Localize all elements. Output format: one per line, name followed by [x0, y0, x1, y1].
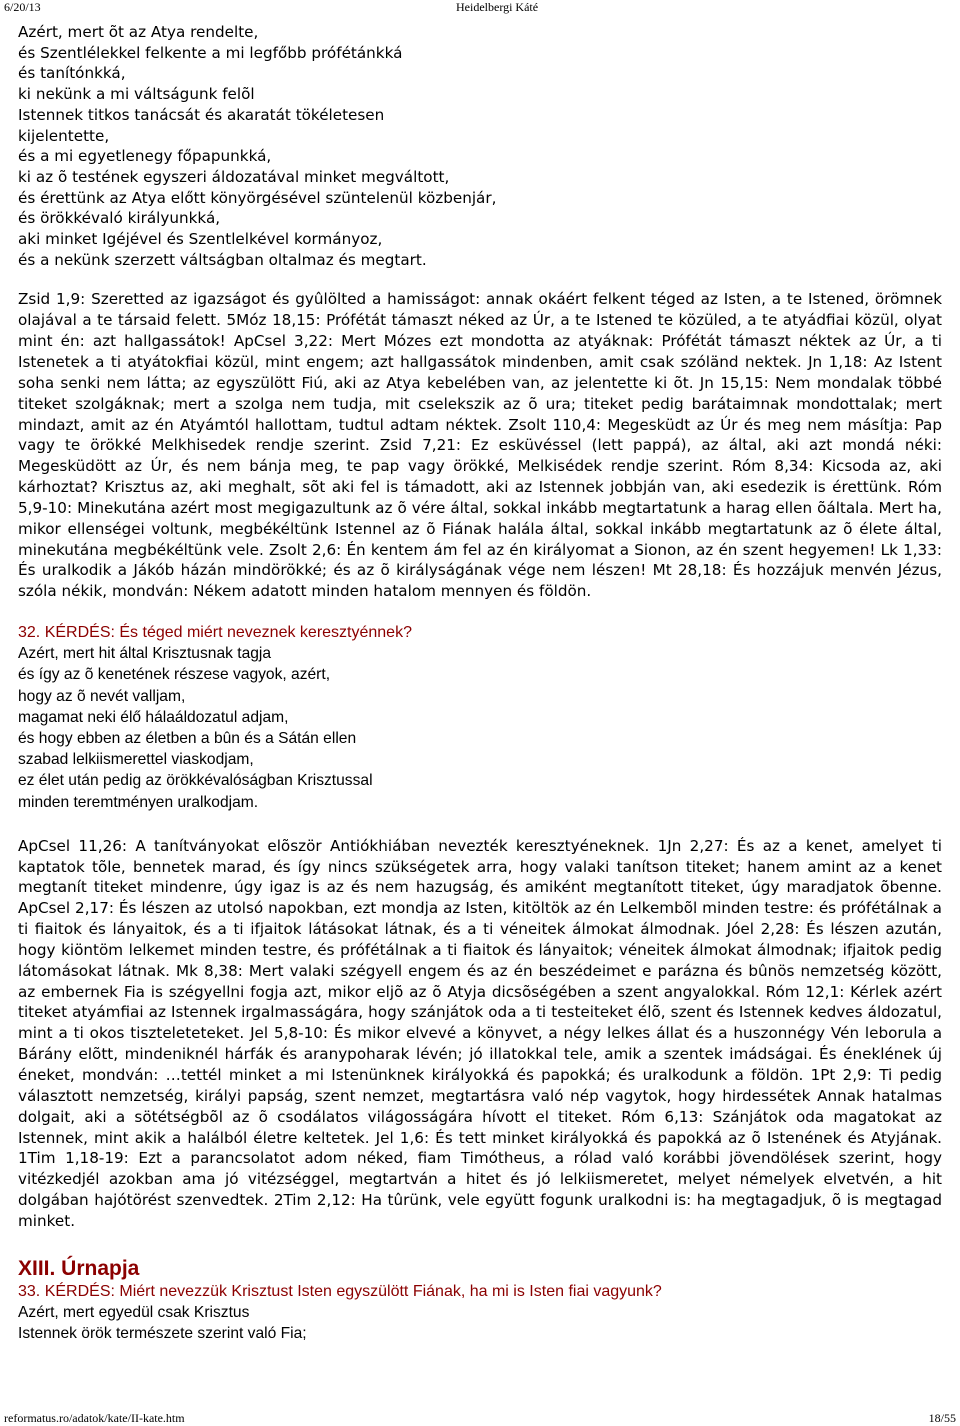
- document-content: [18, 22, 942, 1344]
- answer-line: és örökkévaló királyunkká,: [18, 209, 221, 228]
- answer-line: szabad lelkiismerettel viaskodjam,: [18, 751, 254, 769]
- answer-line: Istennek örök természete szerint való Fia;: [18, 1324, 307, 1342]
- answer-line: ki nekünk a mi váltságunk felõl: [18, 85, 255, 104]
- answer-line: Azért, mert hit által Krisztusnak tagja: [18, 645, 272, 663]
- header-title: Heidelbergi Káté: [456, 0, 539, 14]
- page-number: 18/55: [928, 1411, 956, 1425]
- header-date: 6/20/13: [4, 0, 41, 14]
- answer-line: és Szentlélekkel felkente a mi legfőbb prófétánkká: [18, 43, 403, 62]
- question-32: 32. KÉRDÉS: És téged miért neveznek keresztyénnek?: [18, 624, 412, 642]
- answer-33: [18, 1302, 942, 1344]
- answer-line: és tanítónkká,: [18, 64, 126, 83]
- answer-line: Istennek titkos tanácsát és akaratát tökéletesen: [18, 105, 385, 124]
- answer-line: és így az õ kenetének részese vagyok, azért,: [18, 666, 331, 684]
- answer-line: minden teremtményen uralkodjam.: [18, 793, 259, 811]
- answer-line: és hogy ebben az életben a bûn és a Sátán ellen: [18, 729, 357, 747]
- answer-line: és a nekünk szerzett váltságban oltalmaz és megtart.: [18, 250, 427, 269]
- answer-line: Azért, mert egyedül csak Krisztus: [18, 1303, 250, 1321]
- scripture-references-32: ApCsel 11,26: A tanítványokat elõször Antiókhiában nevezték keresztyéneknek. 1Jn 2,27: És az a kenet, amelyet ti kaptatok tõle, bennetek marad, és így nincs szükségetek arra, hogy valaki tanítson titeket; hanem amint az a kenet megtanít titeket mindenre, úgy igaz is az és nem hazugság, és amiként megtanított titeket, úgy maradjatok õbenne. ApCsel 2,17: És lészen az utolsó napokban, ezt mondja az Isten, kitöltök az én Lelkembõl minden testre: és prófétálnak a ti fiaitok és lányaitok, és a ti ifjaitok látásokat látnak, és a ti véneitek álmokat álmodnak. Jóel 2,28: És lészen azután, hogy kiöntöm lelkemet minden testre, és prófétálnak a ti fiaitok és lányaitok; véneitek álmokat álmodnak; ifjaitok pedig látomásokat látnak. Mk 8,38: Mert valaki szégyell engem és az én beszédeimet e parázna és bûnös nemzetség között, az embernek Fia is szégyellni fogja azt, mikor eljõ az õ Atyja dicsõségében a szent angyalokkal. Róm 12,1: Kérlek azért titeket atyámfiai az Istennek irgalmasságára, hogy szánjátok oda a ti testeiteket élõ, szent és Istennek kedves áldozatul, mint a ti okos tiszteleteteket. Jel 5,8-10: És mikor elvevé a könyvet, a négy lelkes állat és a huszonnégy Vén leborula a Bárány elõtt, mindeniknél hárfák és aranypoharak lévén; jó illatokkal tele, amik a szentek imádságai. És éneklének új éneket, mondván: …tettél minket a mi Istenünknek királyokká és papokká; és uralkodunk a földön. 1Pt 2,9: Ti pedig választott nemzetség, királyi papság, szent nemzet, megtartásra való nép vagytok, hogy hirdessétek Annak hatalmas dolgait, aki a sötétségbõl az õ csodálatos világosságára hívott el titeket. Róm 6,13: Szánjátok oda magatokat az Istennek, mint akik a halálból életre keltetek. Jel 1,6: És tett minket királyokká és papokká az õ Istenének és Atyjának. 1Tim 1,18-19: Ezt a parancsolatot adom néked, fiam Timótheus, a rólad való korábbi jövendölések szerint, hogy vitézkedjél azokban ama jó vitézséggel, megtartván a hitet és jó lelkiismeretet, melyet némelyek elvetvén, a hit dolgában hajótörést szenvedtek. 2Tim 2,12: Ha tûrünk, vele együtt fogunk uralkodni is: ha megtagadjuk, õ is megtagad minket.: [18, 836, 942, 1230]
- answer-31: [18, 22, 942, 270]
- answer-line: ki az õ testének egyszeri áldozatával minket megváltott,: [18, 167, 450, 186]
- answer-line: Azért, mert õt az Atya rendelte,: [18, 23, 259, 41]
- answer-line: és a mi egyetlenegy főpapunkká,: [18, 147, 272, 166]
- answer-line: aki minket Igéjével és Szentlelkével kormányoz,: [18, 230, 383, 249]
- section-title: XIII. Úrnapja: [18, 1256, 140, 1280]
- answer-line: magamat neki élő hálaáldozatul adjam,: [18, 708, 289, 726]
- answer-line: kijelentette,: [18, 126, 110, 145]
- answer-32: [18, 643, 942, 813]
- answer-line: ez élet után pedig az örökkévalóságban Krisztussal: [18, 772, 373, 790]
- answer-line: hogy az õ nevét valljam,: [18, 687, 186, 705]
- question-33: 33. KÉRDÉS: Miért nevezzük Krisztust Isten egyszülött Fiának, ha mi is Isten fiai vagyunk?: [18, 1282, 662, 1300]
- footer-url: reformatus.ro/adatok/kate/II-kate.htm: [4, 1411, 185, 1425]
- scripture-references-31: Zsid 1,9: Szeretted az igazságot és gyûlölted a hamisságot: annak okáért felkent téged az Isten, a te Istened, örömnek olajával a te társaid felett. 5Móz 18,15: Prófétát támaszt néked az Úr, a te Istened te közüled, a te atyádfiai közül, olyat mint én: azt hallgassátok! ApCsel 3,22: Mert Mózes ezt mondotta az atyáknak: Prófétát támaszt néktek az Úr, a ti Istenetek a ti atyátokfiai közül, mint engem; azt hallgassátok mindenben, amit csak szóländ nektek. Jn 1,18: Az Istent soha senki nem látta; az egyszülött Fiú, aki az Atya kebelében van, az jelentette ki õt. Jn 15,15: Nem mondalak többé titeket szolgáknak; mert a szolga nem tudja, mit cselekszik az õ ura; titeket pedig barátaimnak mondottalak; mert mindazt, amit az én Atyámtól hallottam, tudtul adtam néktek. Zsolt 110,4: Megesküdt az Úr és meg nem másítja: Pap vagy te örökké Melkhisedek rendje szerint. Zsid 7,21: Ez esküvéssel (lett pappá), az által, aki azt mondá néki: Megesküdött az Úr, és nem bánja meg, te pap vagy örökké, Melkisédek rendje szerint. Róm 8,34: Kicsoda az, aki kárhoztat? Krisztus az, aki meghalt, sõt aki fel is támadott, aki az Istennek jobbján van, aki esedezik is érettünk. Róm 5,9-10: Minekutána azért most megigazultunk az õ vére által, sokkal inkább megtartatunk a harag ellen õáltala. Mert ha, mikor ellenségei voltunk, megbékéltünk Istennel az õ Fiának halála által, sokkal inkább megtartatunk az õ élete által, minekutána megbékéltünk vele. Zsolt 2,6: Én kentem ám fel az én királyomat a Sionon, az én szent hegyemen! Lk 1,33: És uralkodik a Jákób házán mindörökké; és az õ királyságának vége nem lészen! Mt 28,18: És hozzájuk menvén Jézus, szóla nékik, mondván: Nékem adatott minden hatalom mennyen és földön.: [18, 290, 942, 601]
- answer-line: és érettünk az Atya előtt könyörgésével szüntelenül közbenjár,: [18, 188, 497, 207]
